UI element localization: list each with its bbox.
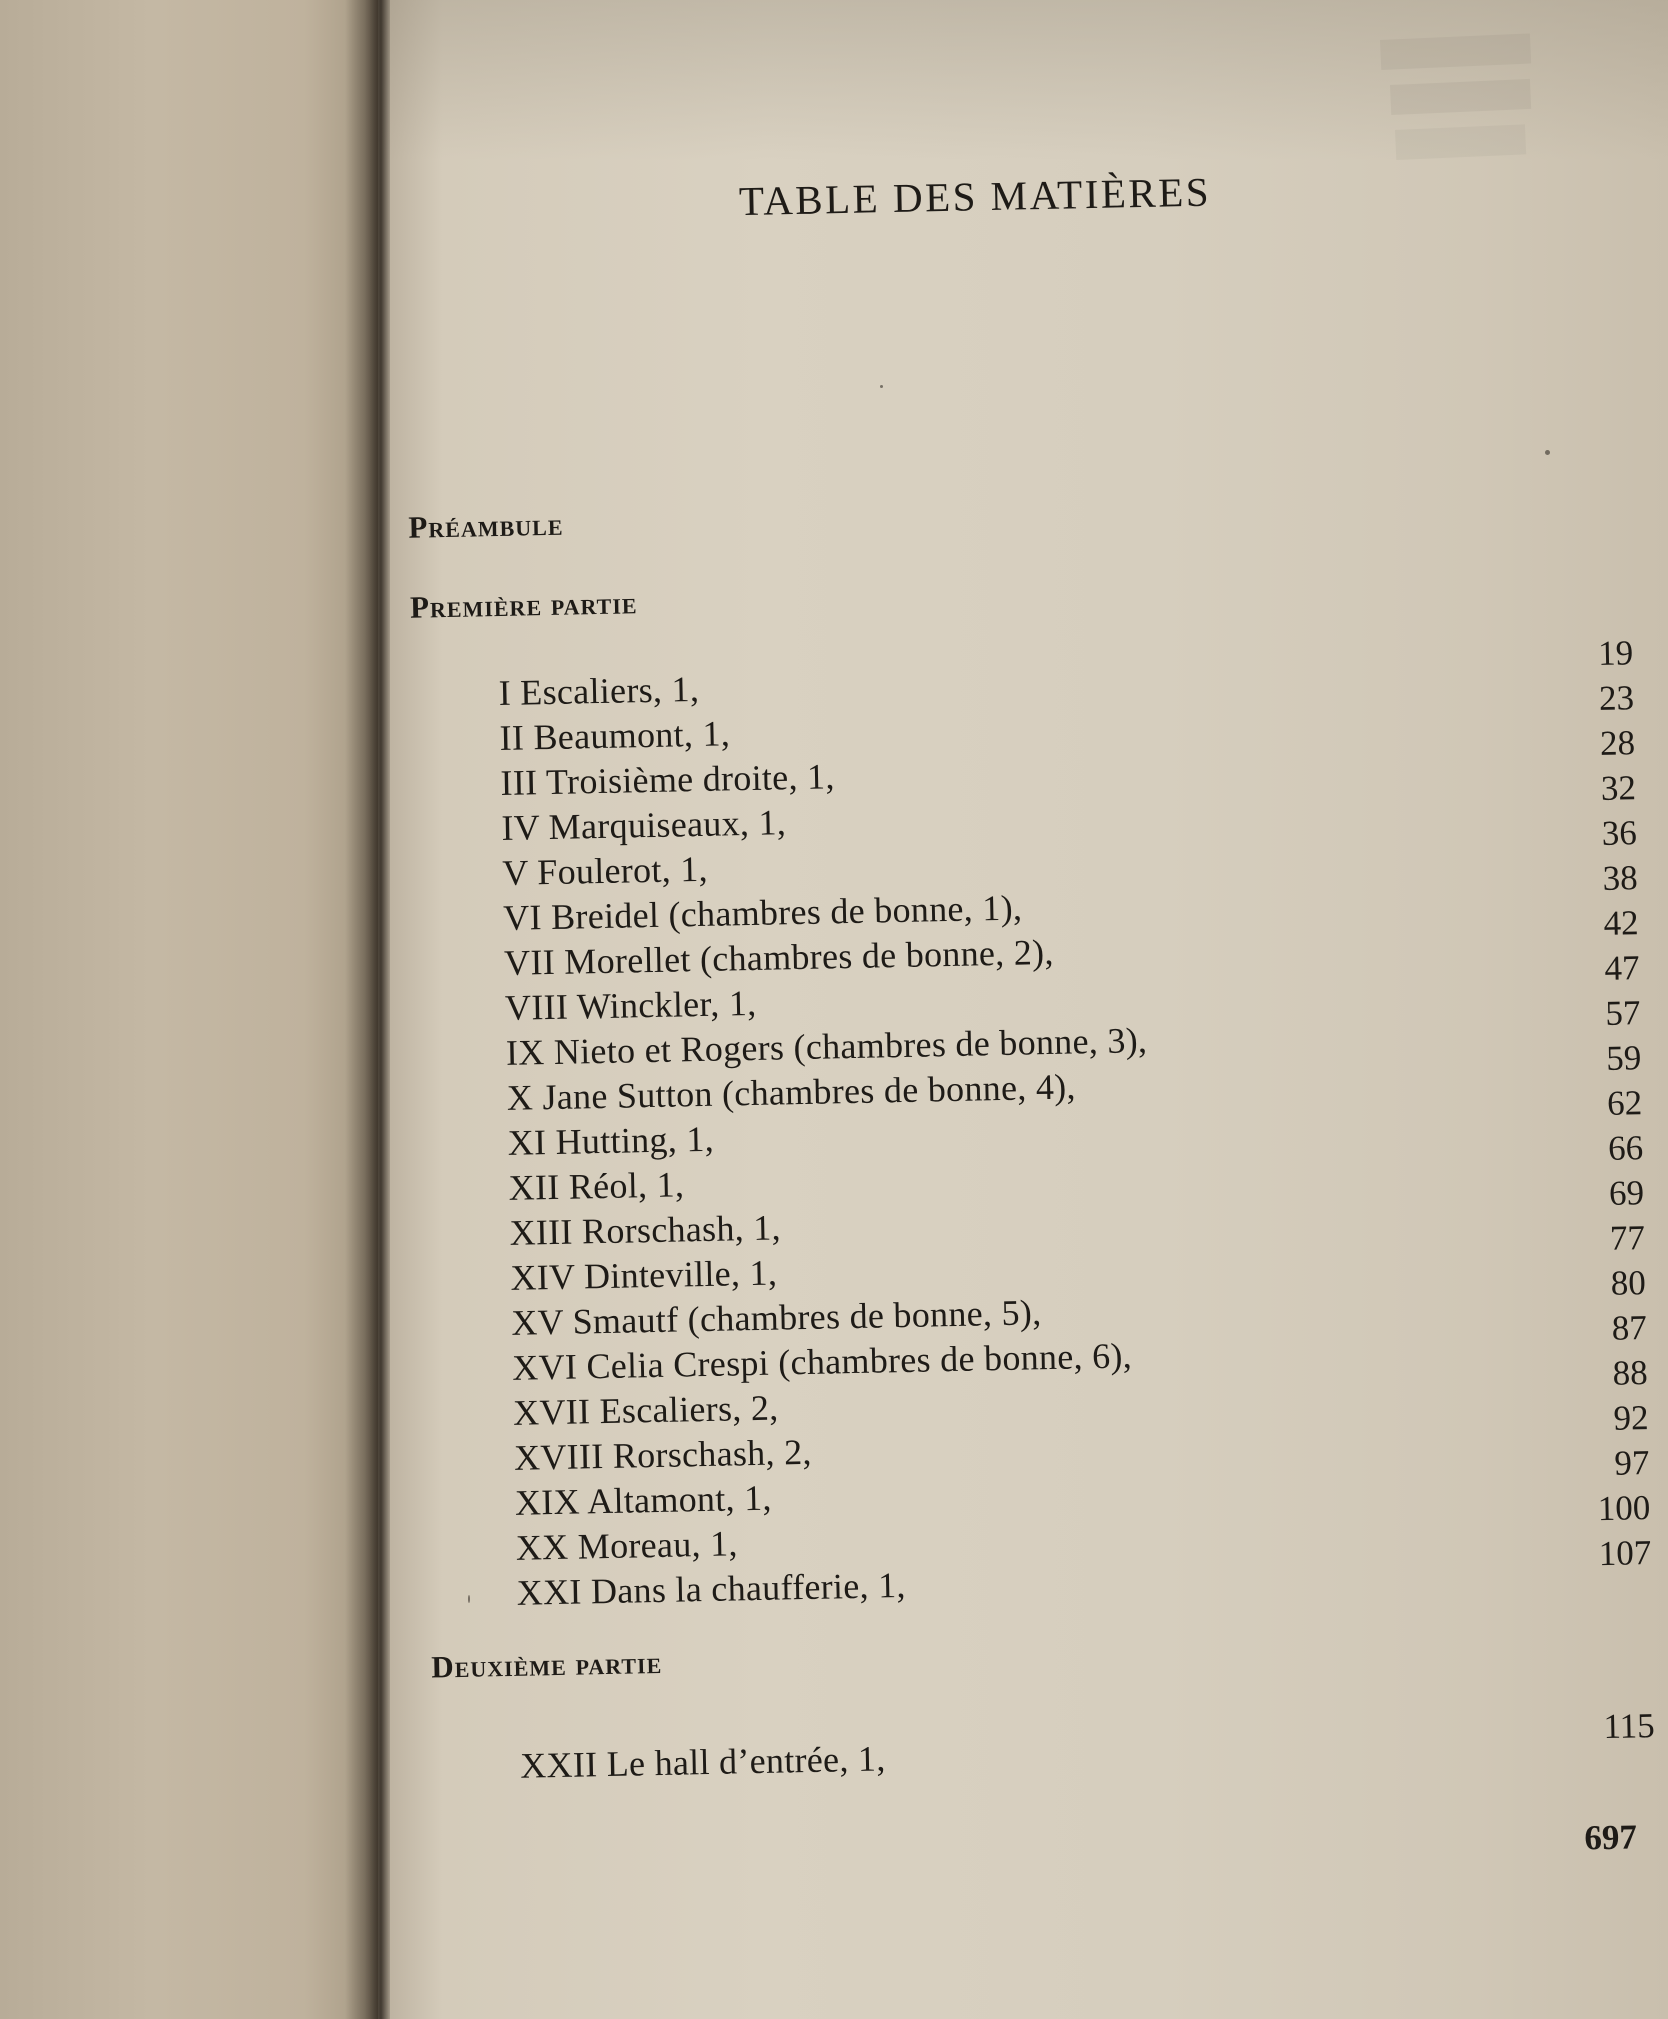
chapter-title: VI Breidel (chambres de bonne, 1), — [502, 887, 1023, 938]
chapter-page-number: 92 — [1613, 1398, 1649, 1438]
chapter-page-number: 97 — [1614, 1443, 1650, 1483]
chapter-title: II Beaumont, 1, — [499, 713, 731, 758]
chapter-page-number: 57 — [1604, 993, 1641, 1033]
chapter-page-number: 28 — [1599, 723, 1636, 763]
chapter-title: XXI Dans la chaufferie, 1, — [516, 1565, 907, 1613]
chapter-page-number: 62 — [1606, 1083, 1643, 1123]
chapter-page-number: 38 — [1602, 858, 1639, 898]
chapter-title: III Troisième droite, 1, — [500, 756, 836, 803]
chapter-title: X Jane Sutton (chambres de bonne, 4), — [506, 1066, 1077, 1118]
paper-speck — [1545, 450, 1550, 455]
chapter-title: IX Nieto et Rogers (chambres de bonne, 3), — [505, 1020, 1148, 1073]
chapter-title: IV Marquiseaux, 1, — [501, 802, 787, 848]
chapter-title: XIX Altamont, 1, — [514, 1477, 773, 1523]
part-two-heading: Deuxième partie — [430, 1644, 663, 1685]
paper-speck — [880, 385, 883, 388]
chapter-page-number: 66 — [1607, 1128, 1644, 1168]
chapter-page-number: 23 — [1598, 678, 1635, 718]
chapter-title: XIV Dinteville, 1, — [510, 1252, 778, 1298]
chapter-title: XVI Celia Crespi (chambres de bonne, 6), — [511, 1335, 1133, 1388]
chapter-page-number: 47 — [1604, 948, 1640, 988]
chapter-title: VII Morellet (chambres de bonne, 2), — [503, 931, 1055, 983]
chapter-title: XV Smautf (chambres de bonne, 5), — [510, 1292, 1042, 1343]
folio-page-number: 697 — [1584, 1817, 1638, 1858]
chapter-page-number: 32 — [1600, 768, 1637, 808]
paper-speck — [468, 1595, 470, 1603]
chapter-page-number: 107 — [1598, 1533, 1652, 1574]
chapter-title: I Escaliers, 1, — [498, 668, 700, 713]
chapter-page-number: 77 — [1609, 1218, 1646, 1258]
chapter-title: XIII Rorschash, 1, — [509, 1207, 782, 1253]
chapter-page-number: 88 — [1612, 1353, 1648, 1393]
chapter-page-number: 42 — [1603, 903, 1639, 943]
chapter-page-number: 115 — [1603, 1706, 1656, 1747]
chapter-page-number: 87 — [1611, 1308, 1648, 1348]
chapter-title: XII Réol, 1, — [508, 1164, 685, 1208]
chapter-page-number: 80 — [1610, 1263, 1647, 1303]
part-one-heading: Première partie — [409, 585, 638, 625]
chapter-title: XX Moreau, 1, — [515, 1523, 739, 1568]
chapter-title: XVIII Rorschash, 2, — [513, 1431, 813, 1478]
chapter-title: XVII Escaliers, 2, — [512, 1387, 779, 1433]
chapter-page-number: 19 — [1597, 633, 1634, 673]
chapter-page-number: 100 — [1597, 1488, 1651, 1529]
chapter-title: XXII Le hall d’entrée, 1, — [519, 1738, 886, 1786]
chapter-page-number: 59 — [1605, 1038, 1642, 1078]
page-title: TABLE DES MATIÈRES — [738, 168, 1212, 225]
preamble-heading: Préambule — [408, 506, 564, 545]
chapter-page-number: 69 — [1608, 1173, 1645, 1213]
chapter-title: XI Hutting, 1, — [507, 1118, 715, 1163]
chapter-page-number: 36 — [1601, 813, 1638, 853]
chapter-title: VIII Winckler, 1, — [504, 982, 757, 1028]
chapter-title: V Foulerot, 1, — [501, 848, 709, 893]
